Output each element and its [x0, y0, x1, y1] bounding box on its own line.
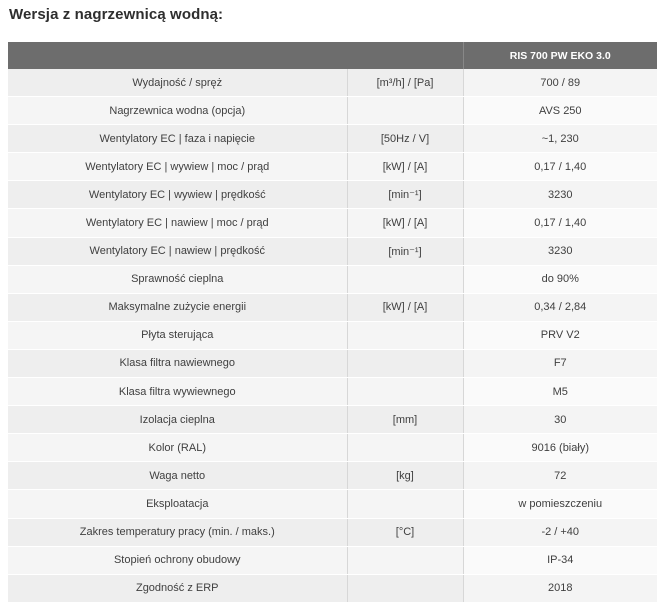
param-cell: Płyta sterująca [8, 321, 347, 349]
param-cell: Wentylatory EC | nawiew | moc / prąd [8, 209, 347, 237]
unit-cell: [°C] [347, 518, 463, 546]
unit-cell: [min⁻¹] [347, 181, 463, 209]
value-cell: M5 [463, 378, 657, 406]
unit-cell [347, 574, 463, 602]
page-title: Wersja z nagrzewnicą wodną: [9, 6, 224, 23]
table-row [8, 406, 657, 434]
unit-cell: [kg] [347, 462, 463, 490]
unit-cell: [kW] / [A] [347, 153, 463, 181]
value-cell: 2018 [463, 574, 657, 602]
value-cell: -2 / +40 [463, 518, 657, 546]
value-cell: do 90% [463, 265, 657, 293]
param-cell: Kolor (RAL) [8, 434, 347, 462]
param-cell: Zgodność z ERP [8, 574, 347, 602]
table-row [8, 462, 657, 490]
param-cell: Wydajność / spręż [8, 69, 347, 97]
param-cell: Wentylatory EC | wywiew | moc / prąd [8, 153, 347, 181]
unit-cell: [m³/h] / [Pa] [347, 69, 463, 97]
value-cell: AVS 250 [463, 97, 657, 125]
table-row [8, 378, 657, 406]
unit-cell [347, 434, 463, 462]
table-row [8, 434, 657, 462]
param-cell: Sprawność cieplna [8, 265, 347, 293]
unit-cell [347, 546, 463, 574]
unit-cell [347, 97, 463, 125]
table-row [8, 181, 657, 209]
unit-cell: [kW] / [A] [347, 293, 463, 321]
table-row [8, 153, 657, 181]
table-header-row [8, 42, 657, 69]
value-cell: 3230 [463, 181, 657, 209]
table-row [8, 209, 657, 237]
value-cell: 3230 [463, 237, 657, 265]
param-cell: Stopień ochrony obudowy [8, 546, 347, 574]
table-row [8, 546, 657, 574]
value-cell: ~1, 230 [463, 125, 657, 153]
unit-cell [347, 321, 463, 349]
value-cell: 30 [463, 406, 657, 434]
header-parameter [8, 42, 347, 69]
param-cell: Wentylatory EC | wywiew | prędkość [8, 181, 347, 209]
header-model: RIS 700 PW EKO 3.0 [463, 42, 657, 69]
unit-cell [347, 349, 463, 377]
table-row [8, 293, 657, 321]
param-cell: Klasa filtra nawiewnego [8, 349, 347, 377]
table-row [8, 125, 657, 153]
table-row [8, 97, 657, 125]
value-cell: 72 [463, 462, 657, 490]
unit-cell: [min⁻¹] [347, 237, 463, 265]
value-cell: F7 [463, 349, 657, 377]
unit-cell: [50Hz / V] [347, 125, 463, 153]
table-row [8, 349, 657, 377]
unit-cell: [mm] [347, 406, 463, 434]
param-cell: Izolacja cieplna [8, 406, 347, 434]
param-cell: Maksymalne zużycie energii [8, 293, 347, 321]
unit-cell: [kW] / [A] [347, 209, 463, 237]
table-row [8, 574, 657, 602]
value-cell: 0,17 / 1,40 [463, 209, 657, 237]
value-cell: w pomieszczeniu [463, 490, 657, 518]
unit-cell [347, 265, 463, 293]
unit-cell [347, 490, 463, 518]
table-row [8, 490, 657, 518]
param-cell: Wentylatory EC | faza i napięcie [8, 125, 347, 153]
param-cell: Nagrzewnica wodna (opcja) [8, 97, 347, 125]
table-row [8, 237, 657, 265]
param-cell: Eksploatacja [8, 490, 347, 518]
table-row [8, 321, 657, 349]
table-row [8, 265, 657, 293]
unit-cell [347, 378, 463, 406]
value-cell: PRV V2 [463, 321, 657, 349]
value-cell: 0,34 / 2,84 [463, 293, 657, 321]
param-cell: Wentylatory EC | nawiew | prędkość [8, 237, 347, 265]
param-cell: Zakres temperatury pracy (min. / maks.) [8, 518, 347, 546]
value-cell: 700 / 89 [463, 69, 657, 97]
spec-table [8, 42, 657, 603]
table-row [8, 518, 657, 546]
param-cell: Klasa filtra wywiewnego [8, 378, 347, 406]
value-cell: 9016 (biały) [463, 434, 657, 462]
param-cell: Waga netto [8, 462, 347, 490]
value-cell: 0,17 / 1,40 [463, 153, 657, 181]
table-row [8, 69, 657, 97]
value-cell: IP-34 [463, 546, 657, 574]
header-unit [347, 42, 463, 69]
